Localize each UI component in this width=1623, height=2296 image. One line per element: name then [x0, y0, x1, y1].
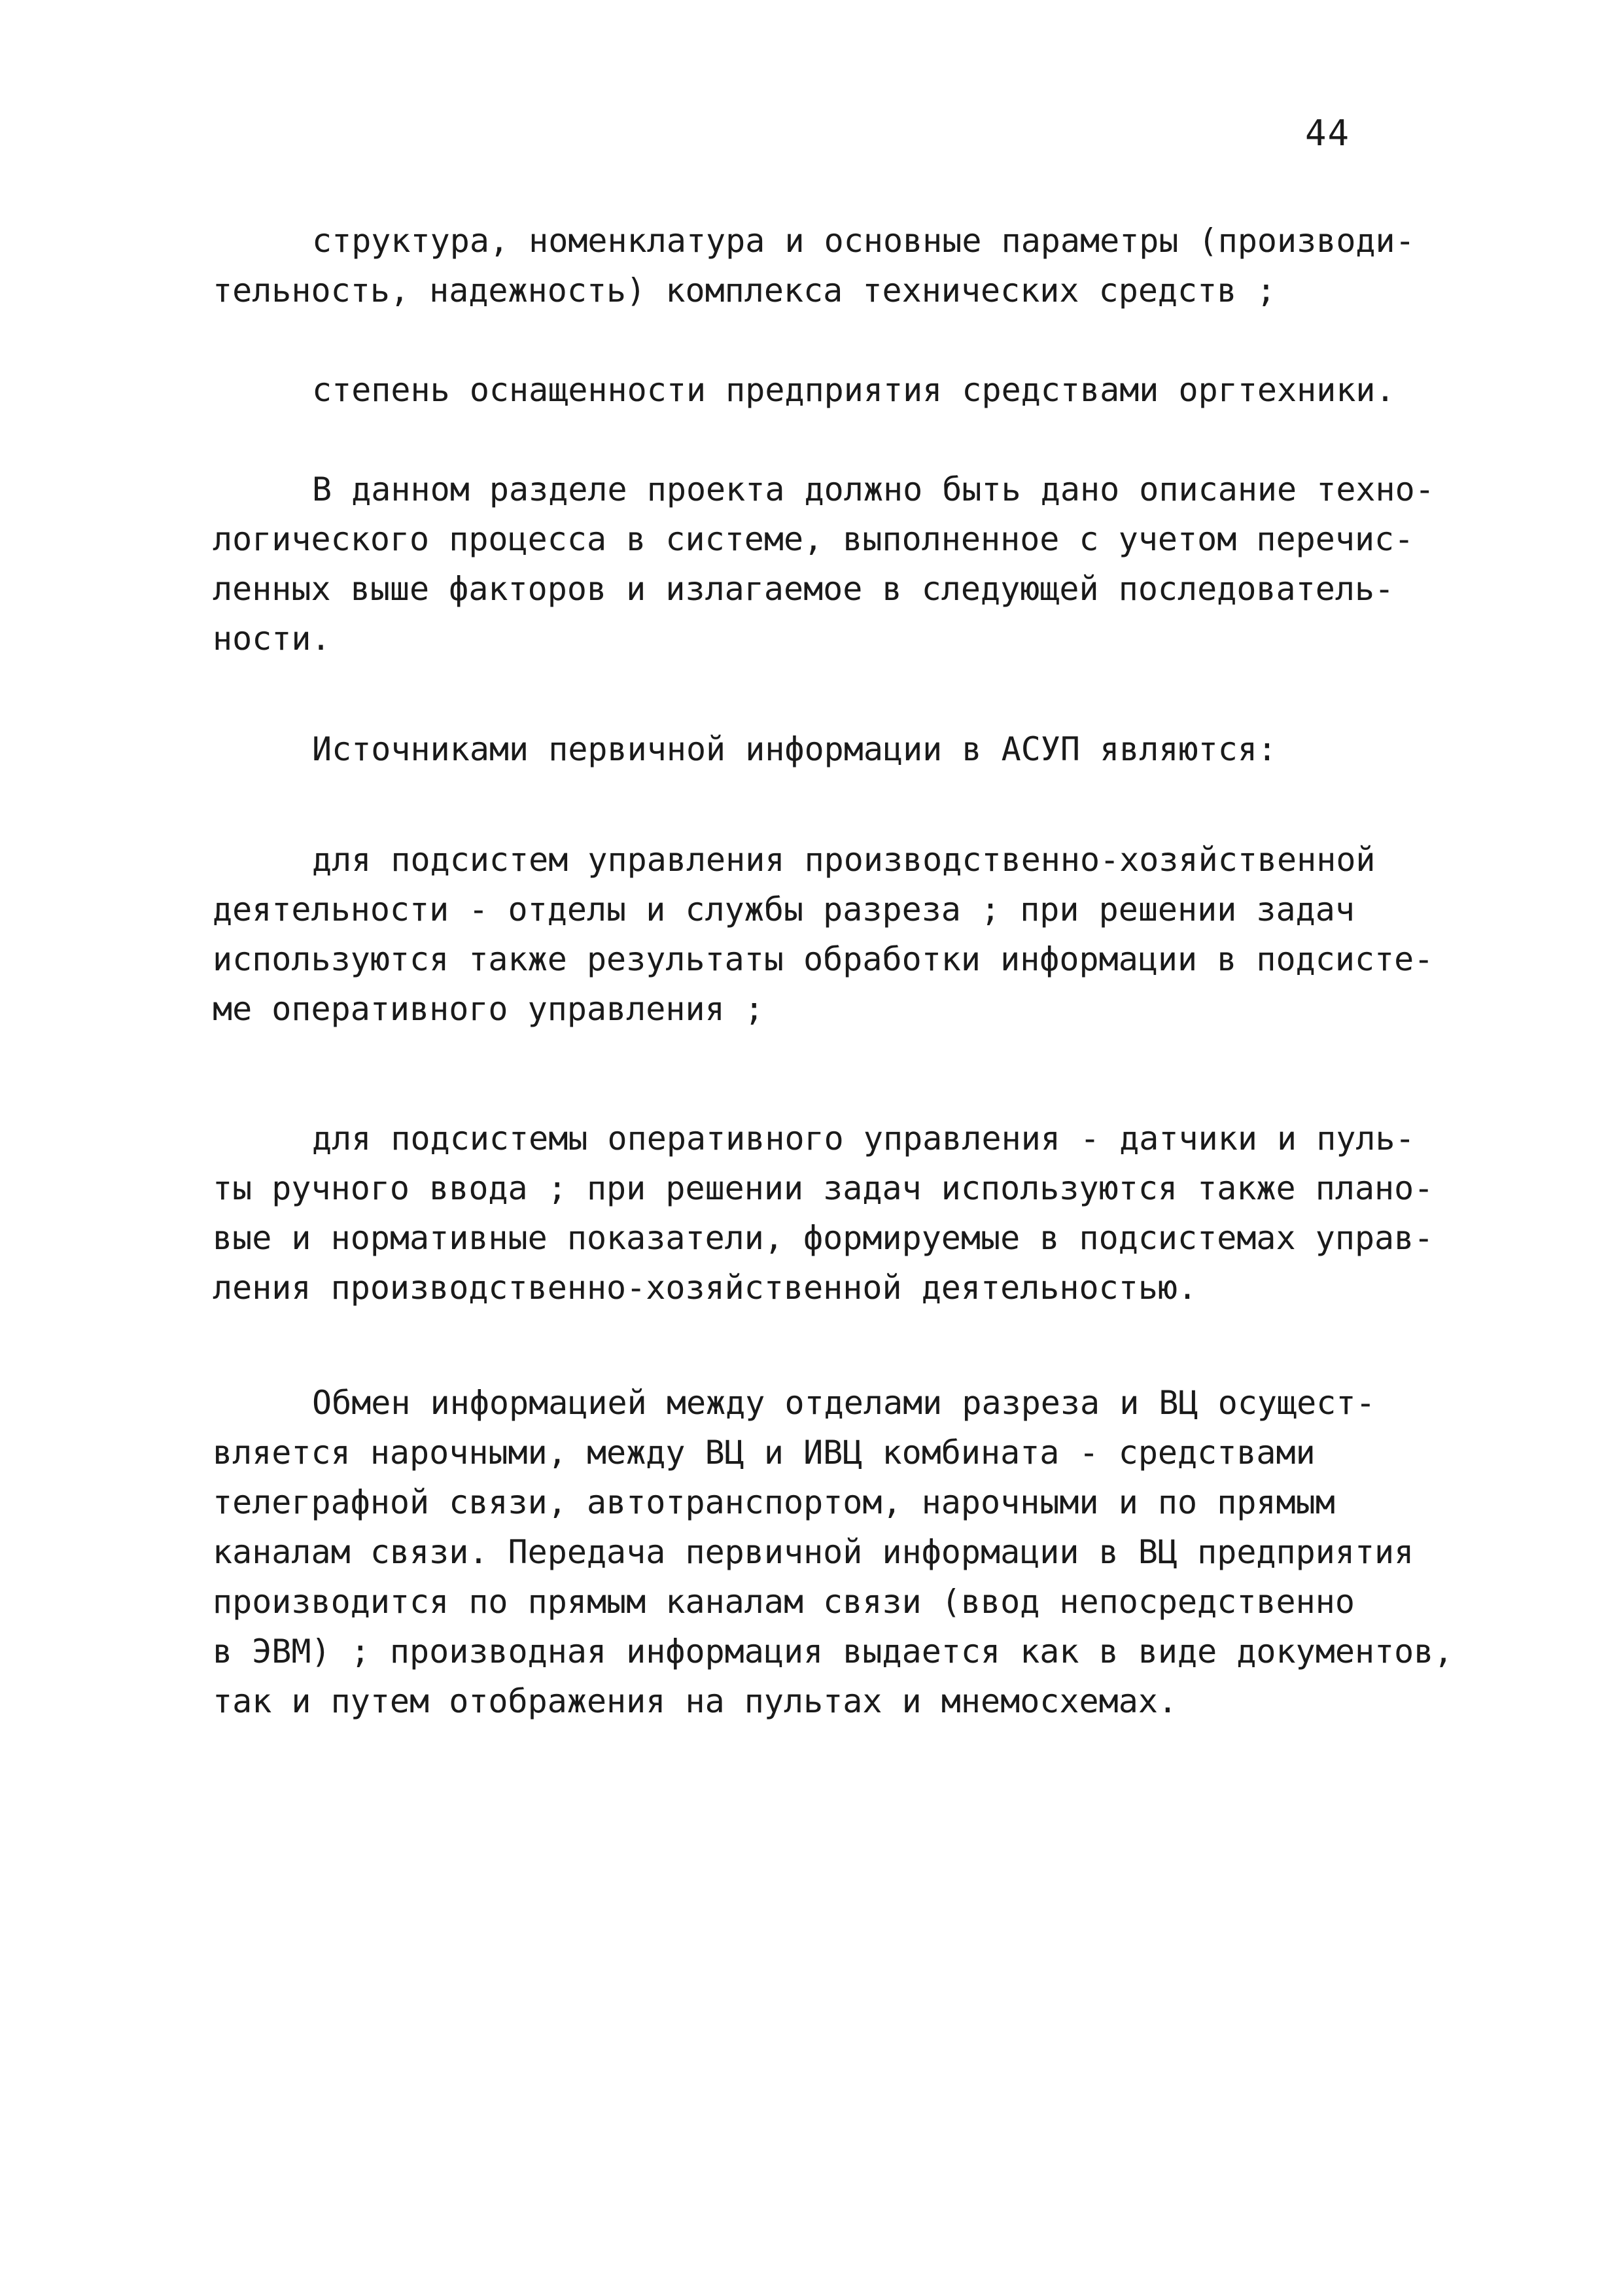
paragraph-economic-subsystems: для подсистем управления производственно-хозяйственной деятельности - отделы и службы разреза ; при решении задач используются также результаты обработки информации в подсисте- ме оперативного управления ;	[213, 841, 1434, 1028]
paragraph-office-equipment: степень оснащенности предприятия средствами оргтехники.	[312, 371, 1395, 409]
document-body	[213, 216, 1475, 1726]
page-number: 44	[1305, 113, 1351, 154]
paragraph-technical-means: структура, номенклатура и основные параметры (производи- тельность, надежность) комплекса технических средств ;	[213, 222, 1415, 309]
paragraph-process-description: В данном разделе проекта должно быть дано описание техно- логического процесса в системе, выполненное с учетом перечис- ленных выше факторов и излагаемое в следующей последователь- ности.	[213, 470, 1435, 658]
paragraph-information-exchange: Обмен информацией между отделами разреза и ВЦ осущест- вляется нарочными, между ВЦ и ИВЦ комбината - средствами телеграфной связи, автотранспортом, нарочными и по прямым каналам связи. Передача первичной информации в ВЦ предприятия производится по прямым каналам связи (ввод непосредственно в ЭВМ) ; производная информация выдается как в виде документов, так и путем отображения на пультах и мнемосхемах.	[213, 1384, 1454, 1720]
paragraph-operational-subsystem: для подсистемы оперативного управления - датчики и пуль- ты ручного ввода ; при решении задач используются также плано- вые и нормативные показатели, формируемые в подсистемах управ- ления производственно-хозяйственной деятельностью.	[213, 1120, 1434, 1307]
paragraph-information-sources: Источниками первичной информации в АСУП являются:	[312, 730, 1278, 768]
